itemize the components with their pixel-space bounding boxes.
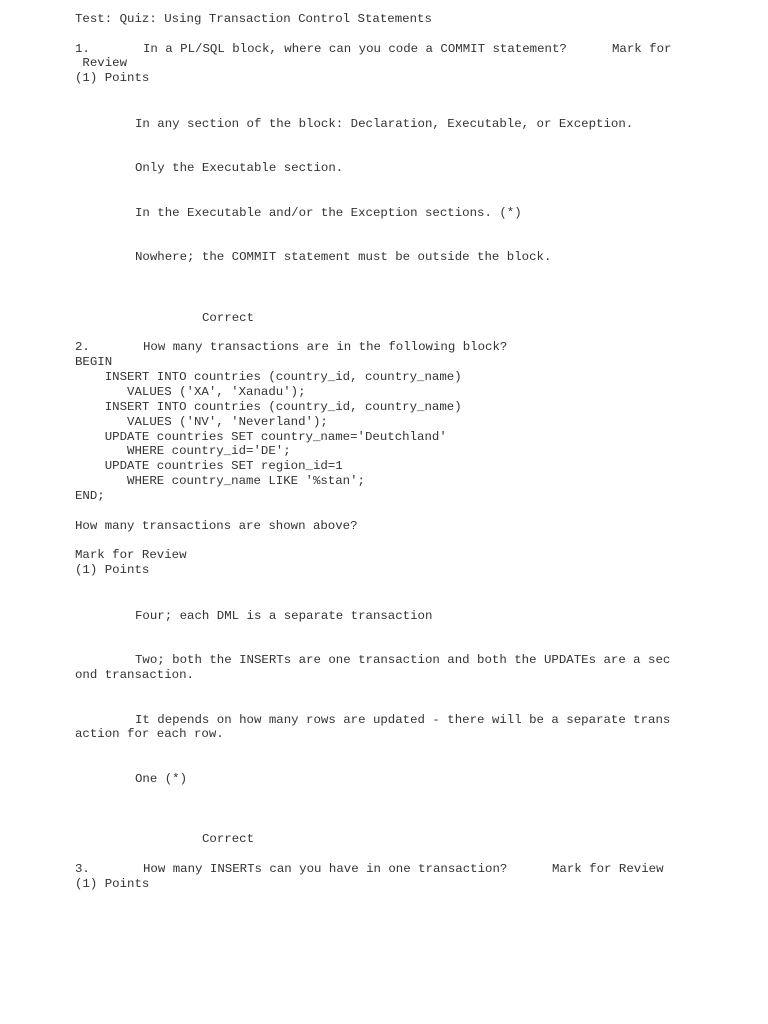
question-2-points: (1) Points	[75, 563, 150, 577]
question-2-option-3-cont[interactable]: action for each row.	[75, 727, 224, 741]
question-2-option-2-cont[interactable]: ond transaction.	[75, 668, 194, 682]
question-1-option-4[interactable]: Nowhere; the COMMIT statement must be outside the block.	[135, 250, 552, 264]
question-2-mark-for-review[interactable]: Mark for Review	[75, 548, 187, 562]
question-1-option-3[interactable]: In the Executable and/or the Exception sections. (*)	[135, 206, 522, 220]
question-2-text: How many transactions are in the following block?	[143, 340, 508, 354]
question-2-result: Correct	[202, 832, 255, 846]
code-line: UPDATE countries SET country_name='Deutchland'	[75, 430, 447, 444]
code-line: BEGIN	[75, 355, 113, 369]
question-3-number: 3.	[75, 862, 90, 876]
question-1-option-1[interactable]: In any section of the block: Declaration, Executable, or Exception.	[135, 117, 634, 131]
code-line: INSERT INTO countries (country_id, country_name)	[75, 370, 462, 384]
code-line: VALUES ('NV', 'Neverland');	[75, 415, 328, 429]
question-3-points: (1) Points	[75, 877, 150, 891]
code-line: UPDATE countries SET region_id=1	[75, 459, 343, 473]
question-1-points: (1) Points	[75, 71, 150, 85]
code-line: WHERE country_id='DE';	[75, 444, 291, 458]
question-2-option-3[interactable]: It depends on how many rows are updated - there will be a separate trans	[135, 713, 671, 727]
question-2-option-4[interactable]: One (*)	[135, 772, 188, 786]
code-line: END;	[75, 489, 105, 503]
question-2-option-1[interactable]: Four; each DML is a separate transaction	[135, 609, 433, 623]
question-3-mark-for-review[interactable]: Mark for Review	[552, 862, 664, 876]
question-1-option-2[interactable]: Only the Executable section.	[135, 161, 344, 175]
test-title: Test: Quiz: Using Transaction Control Statements	[75, 12, 432, 26]
question-1-mark-for-review[interactable]: Mark for	[612, 42, 672, 56]
question-2-prompt: How many transactions are shown above?	[75, 519, 358, 533]
question-2-option-2[interactable]: Two; both the INSERTs are one transaction and both the UPDATEs are a sec	[135, 653, 671, 667]
question-3-text: How many INSERTs can you have in one transaction?	[143, 862, 508, 876]
question-1-text: In a PL/SQL block, where can you code a COMMIT statement?	[143, 42, 567, 56]
question-1-number: 1.	[75, 42, 90, 56]
code-line: INSERT INTO countries (country_id, country_name)	[75, 400, 462, 414]
question-1-mark-for-review-cont[interactable]: Review	[75, 56, 128, 70]
question-1-result: Correct	[202, 311, 255, 325]
code-line: WHERE country_name LIKE '%stan';	[75, 474, 365, 488]
code-line: VALUES ('XA', 'Xanadu');	[75, 385, 306, 399]
question-2-number: 2.	[75, 340, 90, 354]
